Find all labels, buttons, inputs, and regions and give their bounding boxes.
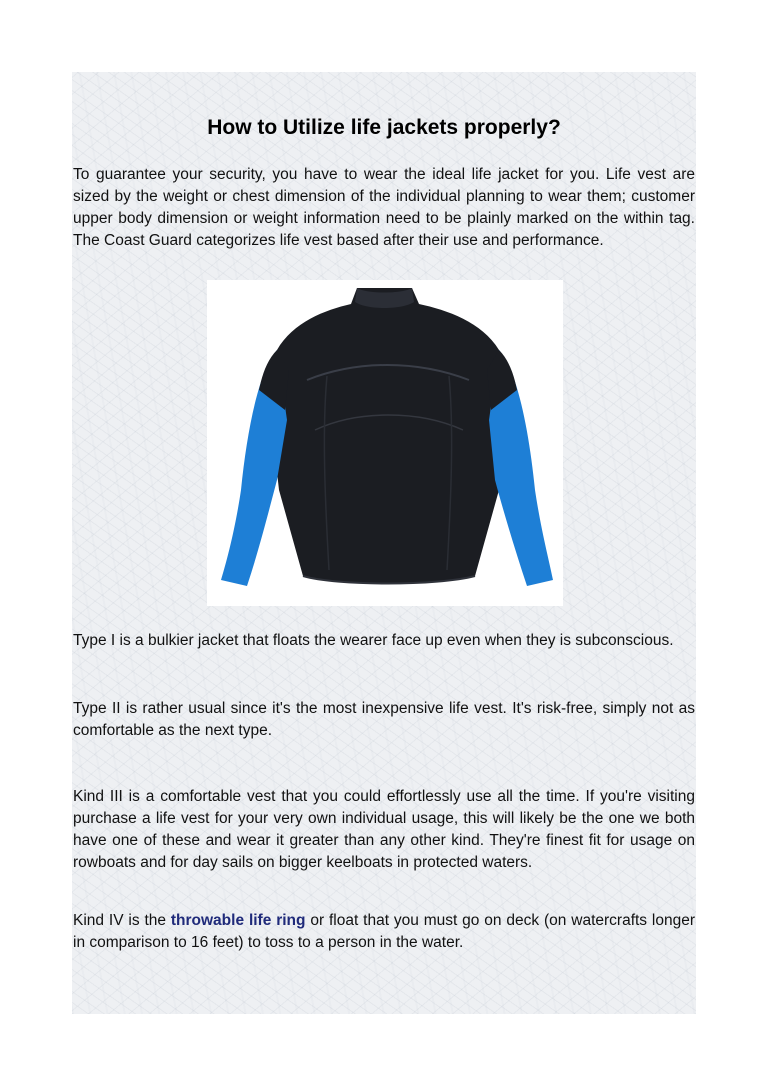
rash-guard-shirt-illustration [207,280,563,606]
type-2-paragraph: Type II is rather usual since it's the most inexpensive life vest. It's risk-free, simply not as comfortable as the next type. [73,700,695,739]
type-1-paragraph: Type I is a bulkier jacket that floats the wearer face up even when they is subconscious. [73,632,674,649]
throwable-life-ring-link[interactable]: throwable life ring [170,912,306,929]
type-4-text-before: Kind IV is the [73,912,171,929]
type-3-paragraph: Kind III is a comfortable vest that you could effortlessly use all the time. If you're visiting purchase a life vest for your very own individual usage, this will likely be the one we both have one of these and wear it greater than any other kind. They're finest fit for usage on rowboats and for day sails on bigger keelboats in protected waters. [73,788,695,871]
type-4-paragraph [73,910,695,954]
document-page [72,72,696,1014]
type-4-text-after: or float that you must go on deck (on watercrafts longer in comparison to 16 feet) to toss to a person in the water. [73,912,696,951]
intro-paragraph: To guarantee your security, you have to wear the ideal life jacket for you. Life vest are sized by the weight or chest dimension of the individual planning to wear them; customer upper body dimension or weight information need to be plainly marked on the within tag. The Coast Guard categorizes life vest based after their use and performance. [73,166,695,249]
product-image [207,280,563,606]
page-title: How to Utilize life jackets properly? [207,116,561,139]
shirt-body [269,288,507,584]
